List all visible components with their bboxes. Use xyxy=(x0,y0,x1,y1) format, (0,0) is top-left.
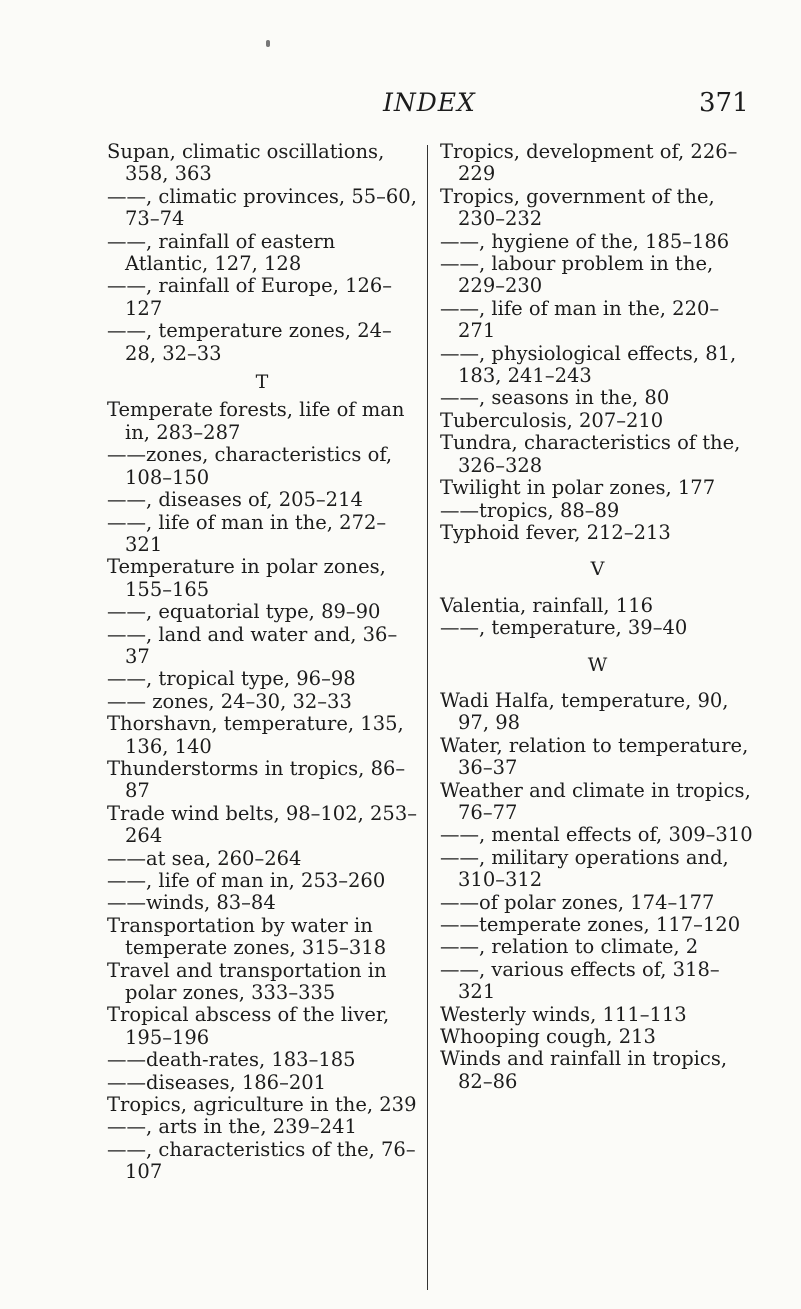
index-entry: Tropics, agriculture in the, 239 xyxy=(107,1093,417,1117)
index-entry: Tropics, government of the, 230–232 xyxy=(440,184,715,231)
page-title: INDEX xyxy=(383,88,476,117)
index-entry: ——, rainfall of eastern Atlantic, 127, 128 xyxy=(107,229,336,276)
index-entry: Typhoid fever, 212–213 xyxy=(440,520,671,544)
index-entry: Tropics, development of, 226–229 xyxy=(440,140,738,186)
index-entry: ——at sea, 260–264 xyxy=(107,846,302,870)
index-entry: Thorshavn, temperature, 135, 136, 140 xyxy=(107,712,404,758)
index-entry: ——, characteristics of the, 76–107 xyxy=(107,1137,416,1184)
index-entry: Water, relation to temperature, 36–37 xyxy=(440,733,749,780)
index-column-right xyxy=(440,141,755,1093)
index-entry: Tropical abscess of the liver, 195–196 xyxy=(107,1003,390,1049)
section-letter: V xyxy=(590,558,605,581)
index-entry: Temperature in polar zones, 155–165 xyxy=(107,555,386,601)
index-entry: ——, tropical type, 96–98 xyxy=(107,667,356,691)
index-entry: ——, hygiene of the, 185–186 xyxy=(440,229,730,253)
index-entry: ——of polar zones, 174–177 xyxy=(440,890,715,914)
index-entry: ——zones, characteristics of, 108–150 xyxy=(107,443,393,489)
section-letter: T xyxy=(255,371,269,394)
index-entry: ——death-rates, 183–185 xyxy=(107,1048,356,1072)
index-entry: ——, diseases of, 205–214 xyxy=(107,488,363,512)
index-entry: Weather and climate in tropics, 76–77 xyxy=(440,778,751,824)
index-entry: Trade wind belts, 98–102, 253–264 xyxy=(107,801,417,848)
index-entry: ——, relation to climate, 2 xyxy=(440,935,699,959)
section-letter: W xyxy=(587,653,608,676)
index-entry: Transportation by water in temperate zones, 315–318 xyxy=(107,913,387,960)
index-entry: Twilight in polar zones, 177 xyxy=(440,476,716,500)
index-column-left xyxy=(107,141,417,1184)
index-entry: ——, labour problem in the, 229–230 xyxy=(440,252,714,298)
index-entry: ——, mental effects of, 309–310 xyxy=(440,823,753,847)
page-number: 371 xyxy=(699,88,749,118)
index-entry: Thunderstorms in tropics, 86–87 xyxy=(107,756,406,803)
index-entry: ——, life of man in the, 272–321 xyxy=(107,510,387,556)
index-entry: —— zones, 24–30, 32–33 xyxy=(107,689,352,713)
index-entry: Westerly winds, 111–113 xyxy=(440,1002,687,1026)
index-entry: Winds and rainfall in tropics, 82–86 xyxy=(440,1047,728,1093)
index-entry: Travel and transportation in polar zones, 333–335 xyxy=(107,958,387,1005)
index-entry: ——, physiological effects, 81, 183, 241–243 xyxy=(440,341,737,388)
index-entry: Temperate forests, life of man in, 283–287 xyxy=(107,398,405,444)
index-entry: ——, life of man in the, 220–271 xyxy=(440,296,720,343)
index-entry: ——, climatic provinces, 55–60, 73–74 xyxy=(107,184,417,231)
index-entry: Valentia, rainfall, 116 xyxy=(440,593,654,617)
page-header xyxy=(0,88,801,128)
index-entry: Tundra, characteristics of the, 326–328 xyxy=(440,431,741,477)
index-entry: ——winds, 83–84 xyxy=(107,891,276,915)
index-entry: ——temperate zones, 117–120 xyxy=(440,913,741,936)
index-entry: ——, temperature, 39–40 xyxy=(440,616,688,640)
index-entry: Wadi Halfa, temperature, 90, 97, 98 xyxy=(440,688,729,735)
index-entry: ——, arts in the, 239–241 xyxy=(107,1115,357,1139)
index-entry: Tuberculosis, 207–210 xyxy=(440,408,664,432)
index-entry: ——, rainfall of Europe, 126–127 xyxy=(107,274,393,320)
index-entry: Supan, climatic oscillations, 358, 363 xyxy=(107,140,385,186)
column-divider xyxy=(427,145,428,1290)
print-speck xyxy=(266,40,270,47)
index-entry: ——, land and water and, 36–37 xyxy=(107,622,398,668)
index-entry: ——, life of man in, 253–260 xyxy=(107,869,386,892)
index-entry: ——, various effects of, 318–321 xyxy=(440,957,720,1004)
index-entry: ——, equatorial type, 89–90 xyxy=(107,600,381,624)
index-entry: Whooping cough, 213 xyxy=(440,1025,656,1049)
index-entry: ——, military operations and, 310–312 xyxy=(440,845,729,892)
index-entry: ——diseases, 186–201 xyxy=(107,1070,327,1094)
index-entry: ——, temperature zones, 24–28, 32–33 xyxy=(107,319,392,365)
index-entry: ——tropics, 88–89 xyxy=(440,498,620,522)
index-entry: ——, seasons in the, 80 xyxy=(440,386,670,410)
